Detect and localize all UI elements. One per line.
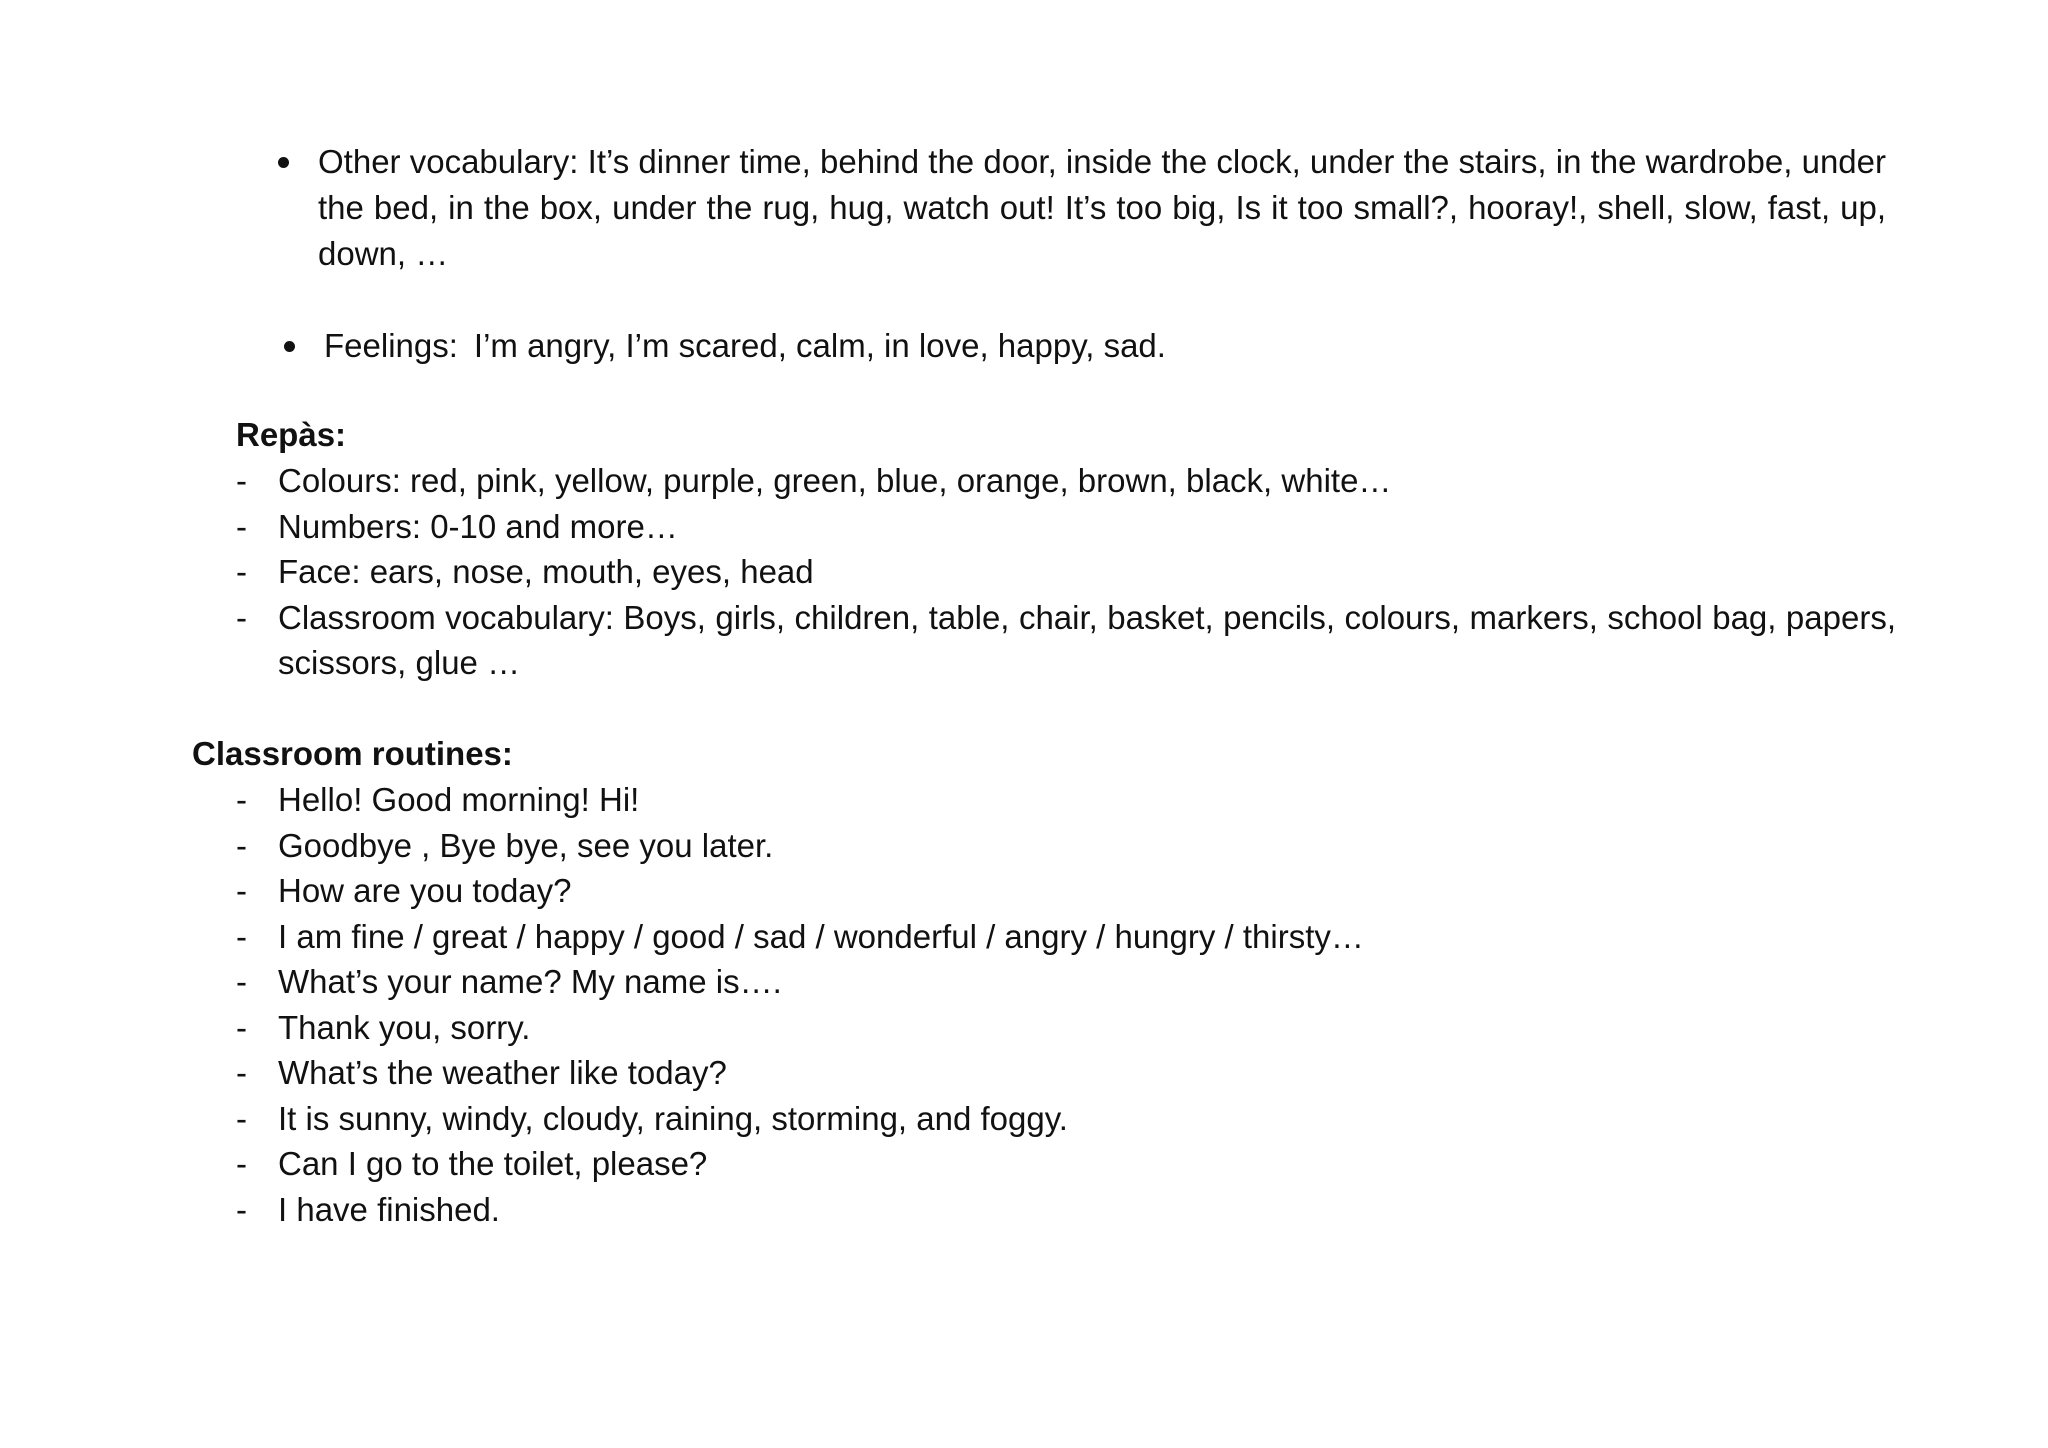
list-item xyxy=(236,914,1896,960)
list-item-text: Classroom vocabulary: Boys, girls, children, table, chair, basket, pencils, colours, markers, school bag, papers, scissors, glue … xyxy=(278,598,1896,681)
list-item-text: I have finished. xyxy=(278,1190,500,1228)
dash-marker: - xyxy=(236,917,247,955)
dash-marker: - xyxy=(236,1054,247,1091)
bullet-item-other-vocabulary xyxy=(318,139,1886,277)
list-item-text: What’s the weather like today? xyxy=(278,1054,727,1091)
list-item xyxy=(236,549,1896,595)
classroom-routines-list xyxy=(236,777,1896,1232)
dash-marker: - xyxy=(236,507,247,545)
list-item xyxy=(236,823,1896,869)
list-item xyxy=(236,458,1896,504)
list-item-text: Colours: red, pink, yellow, purple, green, blue, orange, brown, black, white… xyxy=(278,462,1392,499)
dash-marker: - xyxy=(236,872,247,909)
dash-marker: - xyxy=(236,826,247,864)
list-item xyxy=(236,1005,1896,1051)
list-item-text: I am fine / great / happy / good / sad / wonderful / angry / hungry / thirsty… xyxy=(278,917,1364,955)
list-item xyxy=(236,959,1896,1005)
section-heading-classroom-routines: Classroom routines: xyxy=(192,735,513,772)
list-item-text: Face: ears, nose, mouth, eyes, head xyxy=(278,553,814,590)
list-item xyxy=(236,595,1896,686)
bullet-dot-icon xyxy=(284,341,295,352)
list-item xyxy=(236,1096,1896,1142)
list-item-text: Thank you, sorry. xyxy=(278,1008,531,1046)
bullet-dot-icon xyxy=(278,157,289,168)
list-item xyxy=(236,777,1896,823)
dash-marker: - xyxy=(236,1008,247,1046)
list-item xyxy=(236,868,1896,914)
dash-marker: - xyxy=(236,963,247,1000)
list-item xyxy=(236,1050,1896,1096)
bullet-label: Feelings: xyxy=(324,327,458,364)
bullet-text: Other vocabulary: It’s dinner time, behind the door, inside the clock, under the stairs, in the wardrobe, under the bed, in the box, under the rug, hug, watch out! It’s too big, Is it too small?, hooray!, shell, slow, fast, up, down, … xyxy=(318,143,1886,272)
dash-marker: - xyxy=(236,1190,247,1228)
list-item-text: Goodbye , Bye bye, see you later. xyxy=(278,826,774,864)
list-item xyxy=(236,1187,1896,1233)
dash-marker: - xyxy=(236,598,247,636)
list-item-text: Hello! Good morning! Hi! xyxy=(278,781,640,818)
list-item-text: It is sunny, windy, cloudy, raining, storming, and foggy. xyxy=(278,1099,1068,1137)
repas-list xyxy=(236,458,1896,686)
list-item-text: What’s your name? My name is…. xyxy=(278,963,782,1000)
list-item-text: Can I go to the toilet, please? xyxy=(278,1145,708,1182)
list-item xyxy=(236,1141,1896,1187)
bullet-text: I’m angry, I’m scared, calm, in love, happy, sad. xyxy=(473,327,1166,364)
dash-marker: - xyxy=(236,1099,247,1137)
dash-marker: - xyxy=(236,1145,247,1182)
bullet-item-feelings xyxy=(324,323,1724,369)
section-heading-repas: Repàs: xyxy=(236,416,347,453)
list-item-text: Numbers: 0-10 and more… xyxy=(278,507,678,545)
list-item-text: How are you today? xyxy=(278,872,572,909)
list-item xyxy=(236,504,1896,550)
dash-marker: - xyxy=(236,462,247,499)
dash-marker: - xyxy=(236,553,247,590)
dash-marker: - xyxy=(236,781,247,818)
